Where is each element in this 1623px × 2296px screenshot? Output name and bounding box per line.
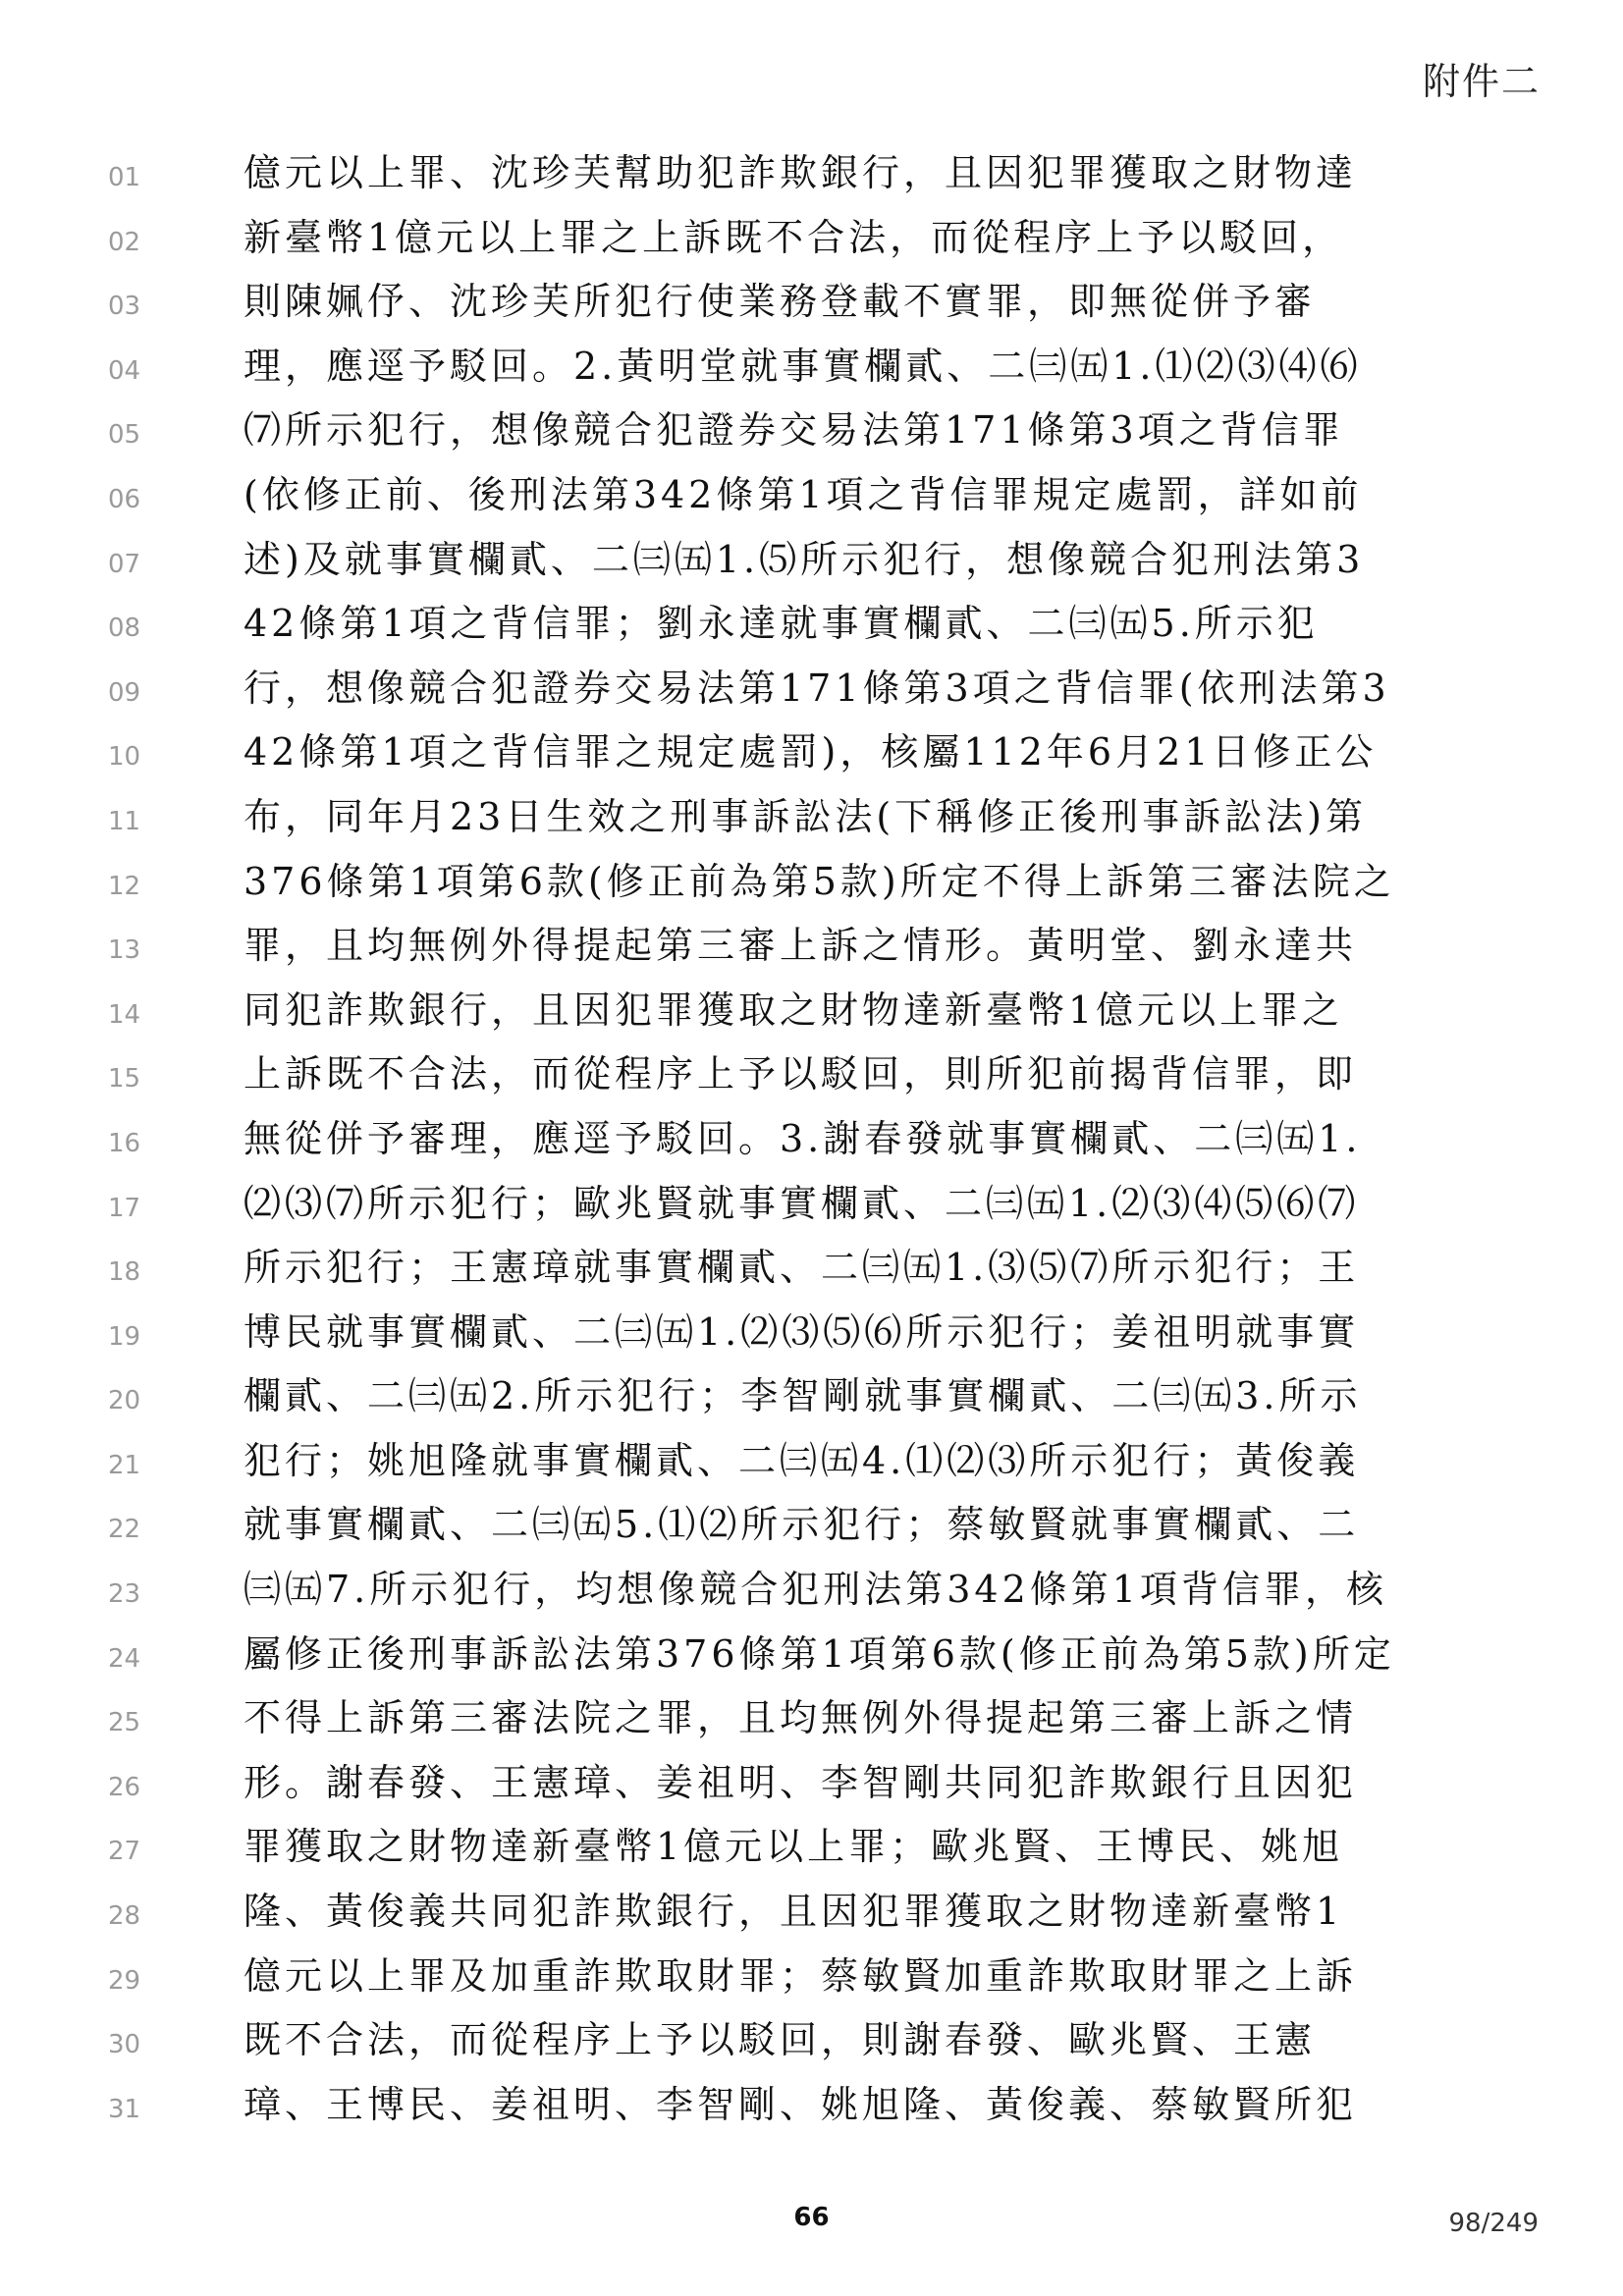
text-line	[0, 1495, 1623, 1560]
line-text: 欄貳、二㈢㈤2.所示犯行；李智剛就事實欄貳、二㈢㈤3.所示	[243, 1374, 1362, 1418]
text-line	[0, 2075, 1623, 2140]
line-number: 15	[108, 1064, 141, 1095]
line-number: 10	[108, 742, 141, 773]
line-text: 億元以上罪及加重詐欺取財罪；蔡敏賢加重詐欺取財罪之上訴	[243, 1953, 1358, 1998]
line-text: ⑺所示犯行，想像競合犯證券交易法第171條第3項之背信罪	[243, 408, 1344, 453]
line-number: 13	[108, 935, 141, 966]
text-line	[0, 1882, 1623, 1947]
line-text: 42條第1項之背信罪；劉永達就事實欄貳、二㈢㈤5.所示犯	[243, 602, 1319, 646]
text-line	[0, 1947, 1623, 2011]
text-line	[0, 1431, 1623, 1496]
line-number: 20	[108, 1386, 141, 1416]
line-text: 所示犯行；王憲璋就事實欄貳、二㈢㈤1.⑶⑸⑺所示犯行；王	[243, 1246, 1360, 1290]
page-number: 66	[793, 2203, 830, 2232]
line-number: 17	[108, 1193, 141, 1223]
text-line	[0, 1174, 1623, 1239]
line-number: 06	[108, 484, 141, 514]
line-text: 就事實欄貳、二㈢㈤5.⑴⑵所示犯行；蔡敏賢就事實欄貳、二	[243, 1503, 1360, 1547]
text-line	[0, 1303, 1623, 1367]
line-number: 25	[108, 1708, 141, 1738]
page-count: 98/249	[1448, 2209, 1539, 2238]
line-text: 犯行；姚旭隆就事實欄貳、二㈢㈤4.⑴⑵⑶所示犯行；黃俊義	[243, 1438, 1360, 1482]
line-number: 05	[108, 420, 141, 451]
text-line	[0, 659, 1623, 723]
line-text: ㈢㈤7.所示犯行，均想像競合犯刑法第342條第1項背信罪，核	[243, 1568, 1387, 1612]
text-line	[0, 1753, 1623, 1818]
line-text: 億元以上罪、沈珍芙幫助犯詐欺銀行，且因犯罪獲取之財物達	[243, 151, 1358, 194]
line-text: 行，想像競合犯證券交易法第171條第3項之背信罪(依刑法第3	[243, 666, 1390, 710]
line-number: 02	[108, 227, 141, 257]
text-line	[0, 143, 1623, 208]
text-line	[0, 1109, 1623, 1174]
line-number: 31	[108, 2094, 141, 2124]
text-line	[0, 400, 1623, 465]
line-number: 14	[108, 999, 141, 1030]
text-line	[0, 916, 1623, 981]
line-number: 04	[108, 355, 141, 386]
text-line	[0, 594, 1623, 659]
text-line	[0, 272, 1623, 337]
line-number: 16	[108, 1128, 141, 1158]
text-line	[0, 208, 1623, 273]
line-text: 屬修正後刑事訴訟法第376條第1項第6款(修正前為第5款)所定	[243, 1631, 1395, 1676]
line-number: 22	[108, 1515, 141, 1545]
line-text: 罪，且均無例外得提起第三審上訴之情形。黃明堂、劉永達共	[243, 924, 1358, 968]
line-text: 罪獲取之財物達新臺幣1億元以上罪；歐兆賢、王博民、姚旭	[243, 1825, 1344, 1869]
line-text: 上訴既不合法，而從程序上予以駁回，則所犯前揭背信罪，即	[243, 1052, 1358, 1096]
line-number: 01	[108, 163, 141, 192]
line-number: 07	[108, 549, 141, 579]
line-text: 同犯詐欺銀行，且因犯罪獲取之財物達新臺幣1億元以上罪之	[243, 988, 1344, 1032]
line-number: 09	[108, 677, 141, 708]
line-number: 26	[108, 1772, 141, 1802]
line-number: 27	[108, 1837, 141, 1867]
line-number: 30	[108, 2030, 141, 2060]
line-text: 無從併予審理，應逕予駁回。3.謝春發就事實欄貳、二㈢㈤1.	[243, 1116, 1362, 1160]
line-number: 23	[108, 1579, 141, 1610]
text-line	[0, 1817, 1623, 1882]
text-line	[0, 1625, 1623, 1689]
line-number: 18	[108, 1257, 141, 1288]
text-line	[0, 1044, 1623, 1109]
line-number: 24	[108, 1643, 141, 1674]
line-text: 新臺幣1億元以上罪之上訴既不合法，而從程序上予以駁回，	[243, 215, 1344, 259]
line-text: 則陳姵伃、沈珍芙所犯行使業務登載不實罪，即無從併予審	[243, 280, 1317, 324]
text-line	[0, 981, 1623, 1045]
line-text: 不得上訴第三審法院之罪，且均無例外得提起第三審上訴之情	[243, 1696, 1358, 1740]
attachment-label: 附件二	[1422, 60, 1541, 103]
line-text: 42條第1項之背信罪之規定處罰)，核屬112年6月21日修正公	[243, 730, 1378, 774]
line-text: 隆、黃俊義共同犯詐欺銀行，且因犯罪獲取之財物達新臺幣1	[243, 1890, 1344, 1934]
text-line	[0, 722, 1623, 787]
line-text: 既不合法，而從程序上予以駁回，則謝春發、歐兆賢、王憲	[243, 2018, 1317, 2062]
text-line	[0, 530, 1623, 595]
line-text: 璋、王博民、姜祖明、李智剛、姚旭隆、黃俊義、蔡敏賢所犯	[243, 2082, 1358, 2126]
text-line	[0, 2010, 1623, 2075]
text-line	[0, 1688, 1623, 1753]
line-number: 28	[108, 1901, 141, 1932]
line-text: 博民就事實欄貳、二㈢㈤1.⑵⑶⑸⑹所示犯行；姜祖明就事實	[243, 1309, 1360, 1354]
line-number: 21	[108, 1450, 141, 1480]
line-number: 11	[108, 806, 141, 836]
line-number: 19	[108, 1321, 141, 1352]
line-text: 布，同年月23日生效之刑事訴訟法(下稱修正後刑事訴訟法)第	[243, 794, 1368, 838]
text-line	[0, 787, 1623, 852]
line-text: 形。謝春發、王憲璋、姜祖明、李智剛共同犯詐欺銀行且因犯	[243, 1760, 1358, 1804]
line-number: 29	[108, 1965, 141, 1996]
line-text: 述)及就事實欄貳、二㈢㈤1.⑸所示犯行，想像競合犯刑法第3	[243, 537, 1365, 581]
line-text: 理，應逕予駁回。2.黃明堂就事實欄貳、二㈢㈤1.⑴⑵⑶⑷⑹	[243, 344, 1362, 388]
document-body	[0, 143, 1623, 2139]
line-text: 376條第1項第6款(修正前為第5款)所定不得上訴第三審法院之	[243, 859, 1395, 903]
text-line	[0, 852, 1623, 917]
text-line	[0, 337, 1623, 401]
line-text: (依修正前、後刑法第342條第1項之背信罪規定處罰，詳如前	[243, 472, 1363, 516]
line-number: 12	[108, 871, 141, 901]
line-text: ⑵⑶⑺所示犯行；歐兆賢就事實欄貳、二㈢㈤1.⑵⑶⑷⑸⑹⑺	[243, 1181, 1360, 1225]
line-number: 03	[108, 292, 141, 322]
text-line	[0, 1238, 1623, 1303]
line-number: 08	[108, 614, 141, 644]
text-line	[0, 1366, 1623, 1431]
text-line	[0, 1560, 1623, 1625]
text-line	[0, 465, 1623, 530]
